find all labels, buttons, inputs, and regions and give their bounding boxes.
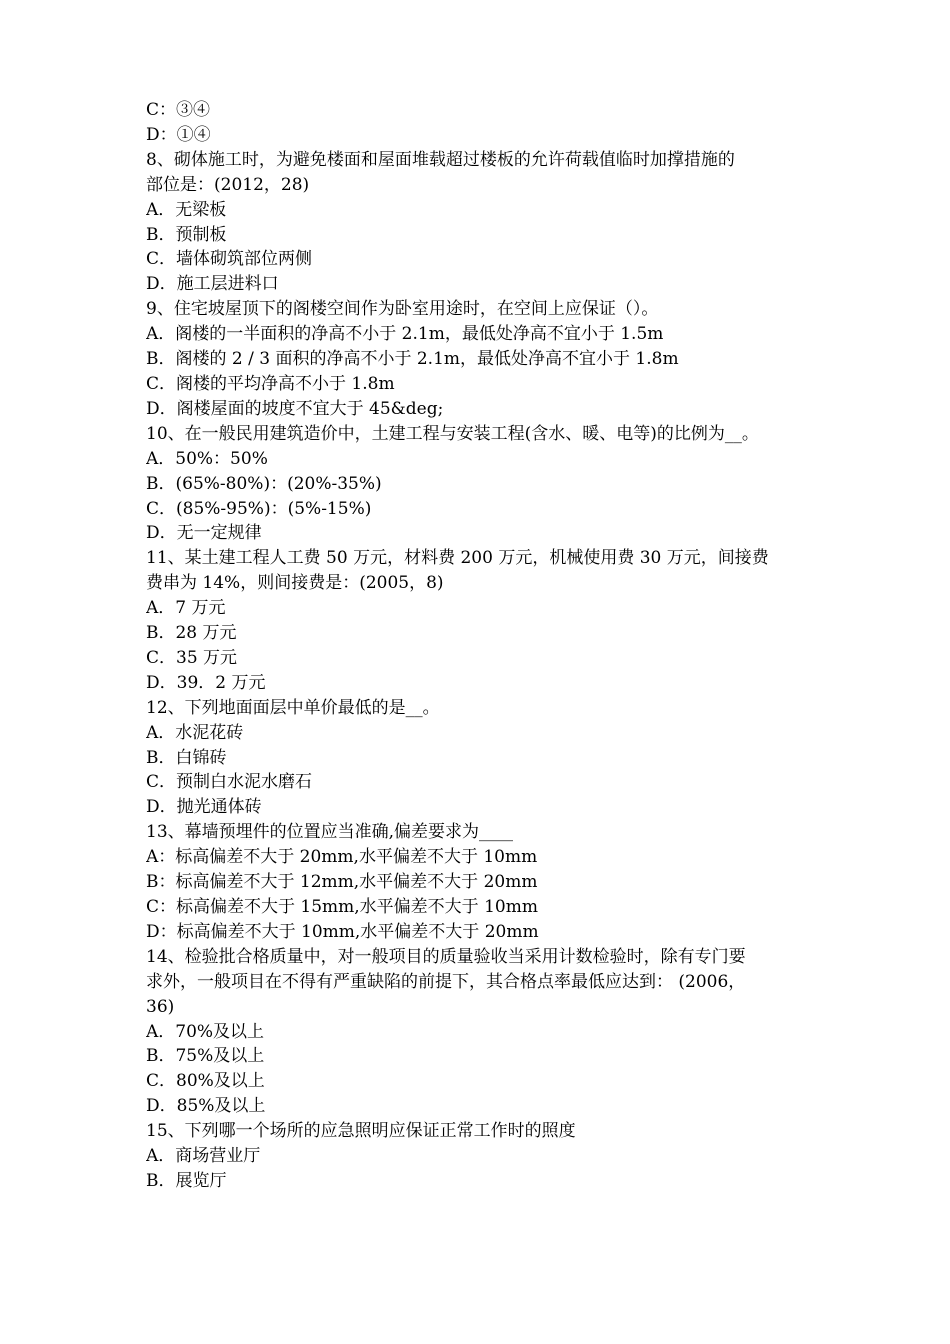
text-line: 13、幕墙预埋件的位置应当准确,偏差要求为____	[146, 822, 514, 843]
text-line: C．(85%-95%)：(5%-15%)	[146, 498, 372, 519]
document-page	[146, 98, 814, 1194]
text-line: D．39．2 万元	[146, 672, 266, 693]
text-line: 12、下列地面面层中单价最低的是__。	[146, 697, 440, 718]
text-line: B．阁楼的 2 / 3 面积的净高不小于 2.1m，最低处净高不宜小于 1.8m	[146, 349, 679, 370]
text-line: A．商场营业厅	[146, 1146, 261, 1167]
text-line: A．7 万元	[146, 598, 226, 619]
text-line: C：标高偏差不大于 15mm,水平偏差不大于 10mm	[146, 897, 538, 917]
text-line: C．预制白水泥水磨石	[146, 772, 313, 793]
text-line: C．阁楼的平均净高不小于 1.8m	[146, 373, 395, 394]
text-line: D．抛光通体砖	[146, 797, 262, 818]
text-line: D．85%及以上	[146, 1096, 266, 1117]
text-line: 36)	[146, 996, 175, 1017]
text-line: D．阁楼屋面的坡度不宜大于 45&deg;	[146, 398, 444, 419]
text-line: 10、在一般民用建筑造价中，土建工程与安装工程(含水、暖、电等)的比例为__。	[146, 423, 759, 444]
text-line: 费串为 14%，则间接费是：(2005，8)	[146, 573, 444, 594]
text-line: B．75%及以上	[146, 1046, 265, 1067]
text-line: A．无梁板	[146, 199, 227, 220]
text-line: B：标高偏差不大于 12mm,水平偏差不大于 20mm	[146, 872, 538, 893]
text-line: A：标高偏差不大于 20mm,水平偏差不大于 10mm	[146, 847, 538, 868]
text-line: B．白锦砖	[146, 747, 227, 768]
text-line: B．展览厅	[146, 1170, 227, 1191]
text-line: A．70%及以上	[146, 1021, 265, 1042]
text-line: B．28 万元	[146, 623, 237, 644]
text-line: D．施工层进料口	[146, 274, 279, 295]
text-line: 15、下列哪一个场所的应急照明应保证正常工作时的照度	[146, 1121, 576, 1142]
text-line: B．预制板	[146, 224, 227, 245]
text-line: 部位是：(2012，28)	[146, 174, 310, 195]
text-line: A．阁楼的一半面积的净高不小于 2.1m，最低处净高不宜小于 1.5m	[146, 324, 664, 345]
text-line: C：③④	[146, 100, 211, 120]
text-line: A．50%：50%	[146, 448, 268, 469]
text-line: A．水泥花砖	[146, 722, 244, 743]
text-line: 求外，一般项目在不得有严重缺陷的前提下，其合格点率最低应达到： (2006，	[146, 971, 746, 992]
text-line: D．无一定规律	[146, 523, 262, 544]
text-line: 14、检验批合格质量中，对一般项目的质量验收当采用计数检验时，除有专门要	[146, 946, 746, 967]
text-line: 8、砌体施工时，为避免楼面和屋面堆载超过楼板的允许荷载值临时加撑措施的	[146, 149, 735, 170]
text-line: C．墙体砌筑部位两侧	[146, 249, 313, 270]
text-line: 9、住宅坡屋顶下的阁楼空间作为卧室用途时，在空间上应保证（）。	[146, 299, 659, 320]
text-line: C．35 万元	[146, 647, 238, 668]
text-line: D：①④	[146, 124, 211, 145]
text-line: C．80%及以上	[146, 1071, 265, 1092]
text-line: 11、某土建工程人工费 50 万元，材料费 200 万元，机械使用费 30 万元，间接费	[146, 548, 769, 569]
text-line: D：标高偏差不大于 10mm,水平偏差不大于 20mm	[146, 921, 539, 942]
text-line: B．(65%-80%)：(20%-35%)	[146, 473, 382, 494]
